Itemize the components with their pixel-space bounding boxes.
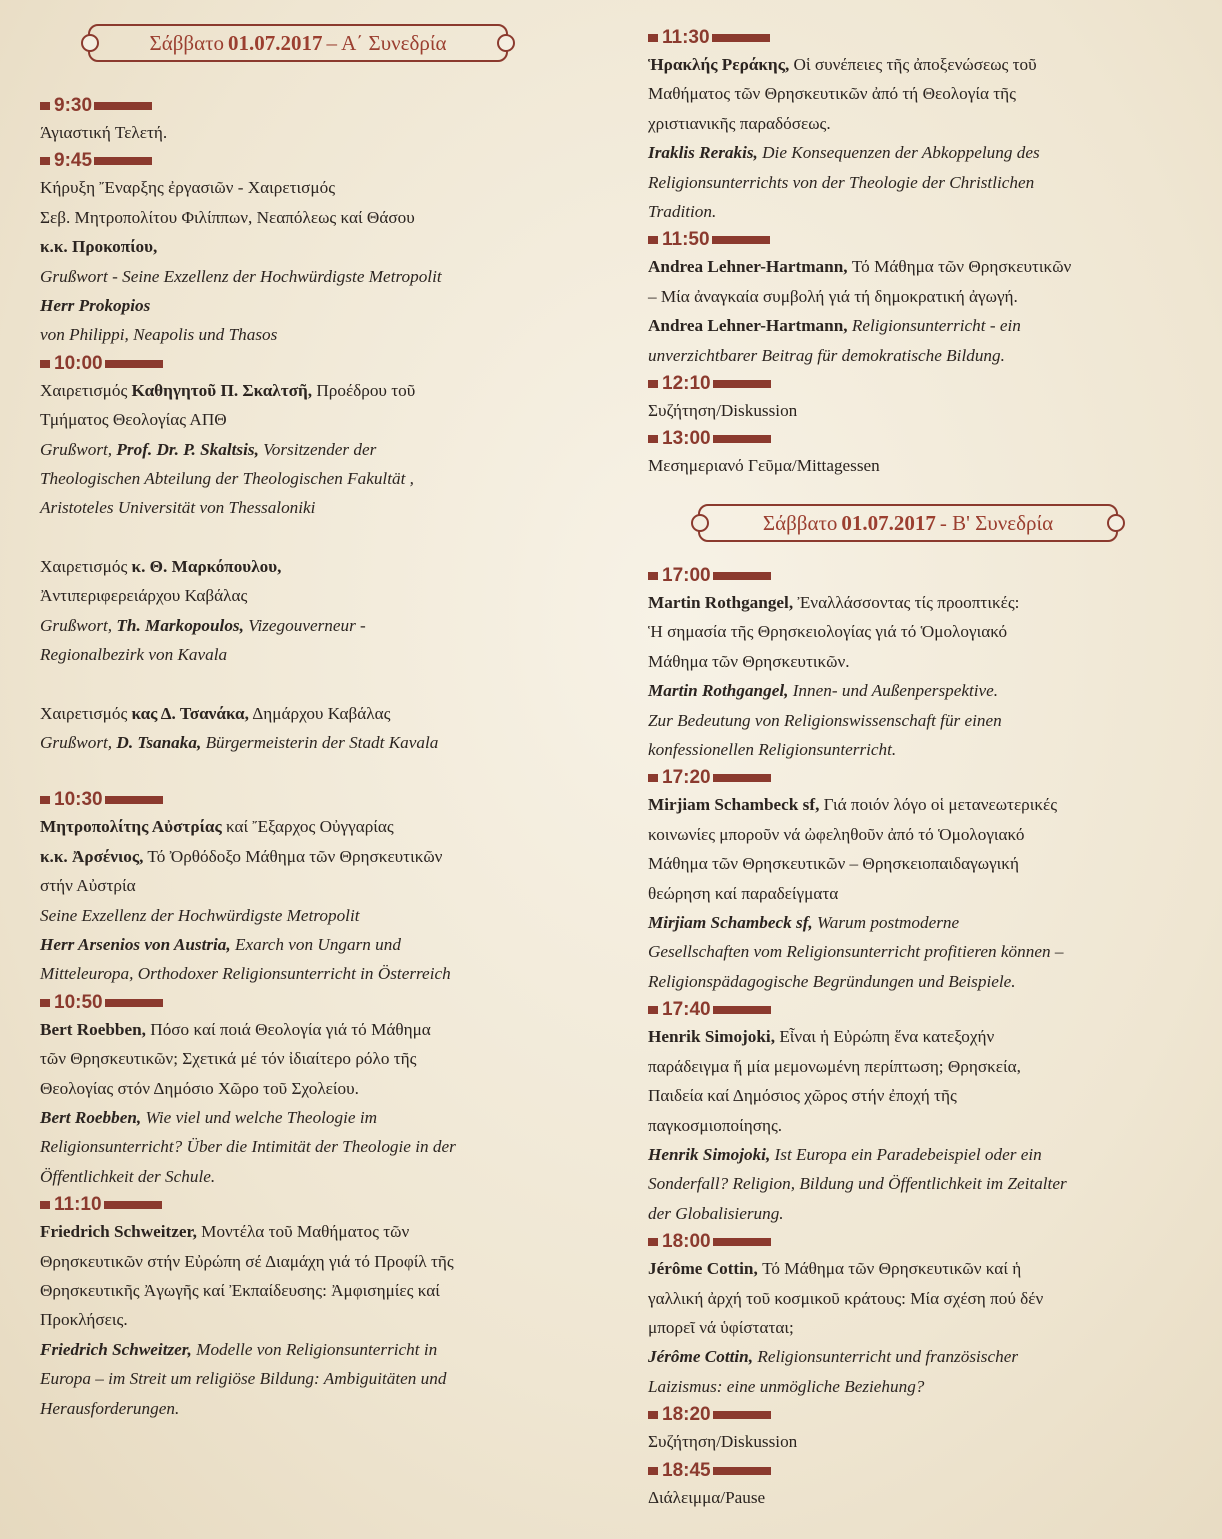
program-text: Modelle von Religionsunterricht in bbox=[191, 1339, 438, 1359]
program-line bbox=[648, 1313, 1208, 1342]
program-text: Συζήτηση/Diskussion bbox=[648, 401, 798, 421]
speaker-name: κ.κ. Προκοπίου, bbox=[40, 237, 158, 257]
program-text: Πόσο καί ποιά Θεολογία γιά τό Μάθημα bbox=[145, 1019, 431, 1039]
program-text: θεώρηση καί παραδείγματα bbox=[648, 883, 839, 903]
program-line bbox=[648, 50, 1208, 79]
program-text: Διάλειμμα/Pause bbox=[648, 1487, 766, 1507]
left-column bbox=[40, 92, 580, 1423]
time-rule bbox=[105, 796, 163, 804]
time-bullet bbox=[648, 435, 658, 443]
time-label: 11:10 bbox=[54, 1194, 102, 1216]
program-line bbox=[648, 967, 1208, 996]
speaker-name: Μητροπολίτης Αὐστρίας bbox=[40, 817, 222, 837]
right-column-top bbox=[648, 24, 1208, 481]
program-line bbox=[40, 1217, 580, 1246]
time-label: 18:45 bbox=[662, 1459, 711, 1481]
program-line bbox=[40, 173, 580, 202]
program-text: παράδειγμα ἤ μία μεμονωμένη περίπτωση; Θρησκεία, bbox=[648, 1056, 1021, 1076]
time-bullet bbox=[648, 236, 658, 244]
program-text: Χαιρετισμός bbox=[40, 380, 132, 400]
program-text: Χαιρετισμός bbox=[40, 703, 132, 723]
program-text: Warum postmoderne bbox=[812, 913, 960, 933]
program-text: Religionsunterricht - ein bbox=[847, 316, 1021, 336]
speaker-name: D. Tsanaka, bbox=[116, 732, 202, 752]
speaker-name: Herr Arsenios von Austria, bbox=[40, 934, 231, 954]
time-rule bbox=[713, 774, 771, 782]
program-line bbox=[648, 1169, 1208, 1198]
program-text: Wie viel und welche Theologie im bbox=[141, 1107, 378, 1127]
time-bullet bbox=[648, 1411, 658, 1419]
program-text: Συζήτηση/Diskussion bbox=[648, 1432, 798, 1452]
time-label: 9:45 bbox=[54, 150, 93, 172]
program-text: Vizegouverneur - bbox=[243, 615, 366, 635]
program-line bbox=[648, 1022, 1208, 1051]
time-bullet bbox=[648, 572, 658, 580]
program-text: Οἱ συνέπειες τῆς ἀποξενώσεως τοῦ bbox=[789, 55, 1037, 74]
time-rule bbox=[713, 1238, 771, 1246]
program-text: Aristoteles Universität von Thessaloniki bbox=[40, 498, 316, 518]
program-line bbox=[40, 1247, 580, 1276]
program-line bbox=[40, 1103, 580, 1132]
speaker-name: Mirjiam Schambeck sf, bbox=[648, 913, 813, 933]
session-a-header bbox=[88, 24, 508, 62]
program-line bbox=[648, 617, 1208, 646]
program-text: Innen- und Außenperspektive. bbox=[788, 681, 999, 701]
program-line bbox=[648, 1284, 1208, 1313]
program-text: Vorsitzender der bbox=[258, 439, 377, 459]
session-b-title: - Β' Συνεδρία bbox=[939, 510, 1054, 535]
time-rule bbox=[105, 999, 163, 1007]
speaker-name: Martin Rothgangel, bbox=[648, 593, 794, 612]
program-line bbox=[648, 879, 1208, 908]
speaker-name: Bert Roebben, bbox=[40, 1019, 146, 1039]
time-marker bbox=[648, 998, 1208, 1022]
program-line bbox=[648, 252, 1208, 281]
program-line bbox=[648, 1199, 1208, 1228]
session-b-header bbox=[698, 504, 1118, 542]
program-line bbox=[40, 1394, 580, 1423]
time-bullet bbox=[40, 796, 50, 804]
time-rule bbox=[713, 1006, 771, 1014]
spacer bbox=[40, 523, 580, 552]
program-text: Religionspädagogische Begründungen und Beispiele. bbox=[648, 971, 1016, 991]
speaker-name: Andrea Lehner-Hartmann, bbox=[648, 257, 848, 277]
time-bullet bbox=[648, 1467, 658, 1475]
program-line bbox=[40, 405, 580, 434]
program-text: Bürgermeisterin der Stadt Kavala bbox=[201, 732, 439, 752]
speaker-name: Herr Prokopios bbox=[40, 296, 151, 316]
program-text: Κήρυξη Ἔναρξης ἐργασιῶν - Χαιρετισμός bbox=[40, 178, 336, 198]
program-text: Προκλήσεις. bbox=[40, 1310, 128, 1330]
time-label: 17:20 bbox=[662, 767, 711, 789]
time-rule bbox=[104, 1201, 162, 1209]
speaker-name: Bert Roebben, bbox=[40, 1107, 142, 1127]
program-line bbox=[40, 1335, 580, 1364]
program-text: Θρησκευτικῆς Ἀγωγῆς καί Ἐκπαίδευσης: Ἀμφισημίες καί bbox=[40, 1281, 440, 1300]
program-text: Zur Bedeutung von Religionswissenschaft für einen bbox=[648, 710, 1002, 730]
program-line bbox=[648, 937, 1208, 966]
time-label: 10:00 bbox=[54, 352, 103, 374]
speaker-name: Prof. Dr. P. Skaltsis, bbox=[116, 439, 259, 459]
program-text: unverzichtbarer Beitrag für demokratische Bildung. bbox=[648, 345, 1005, 365]
time-bullet bbox=[648, 1238, 658, 1246]
speaker-name: Iraklis Rerakis, bbox=[648, 143, 758, 163]
program-line bbox=[40, 1044, 580, 1073]
program-text: Τμήματος Θεολογίας ΑΠΘ bbox=[40, 410, 227, 430]
program-text: Europa – im Streit um religiöse Bildung: Ambiguitäten und bbox=[40, 1369, 447, 1389]
program-line bbox=[648, 168, 1208, 197]
time-bullet bbox=[40, 157, 50, 165]
time-rule bbox=[94, 157, 152, 165]
program-line bbox=[40, 699, 580, 728]
program-text: στήν Αὐστρία bbox=[40, 876, 136, 896]
program-line bbox=[648, 820, 1208, 849]
program-text: Grußwort - Seine Exzellenz der Hochwürdigste Metropolit bbox=[40, 266, 442, 286]
program-line bbox=[40, 581, 580, 610]
time-rule bbox=[712, 236, 770, 244]
program-line bbox=[40, 812, 580, 841]
program-line bbox=[648, 1111, 1208, 1140]
program-text: Μεσημεριανό Γεῦμα/Mittagessen bbox=[648, 456, 880, 476]
program-line bbox=[40, 871, 580, 900]
program-line bbox=[648, 79, 1208, 108]
program-line bbox=[40, 320, 580, 349]
time-bullet bbox=[648, 380, 658, 388]
program-text: Τό Μάθημα τῶν Θρησκευτικῶν bbox=[847, 257, 1072, 277]
program-line bbox=[648, 1140, 1208, 1169]
speaker-name: Henrik Simojoki, bbox=[648, 1144, 771, 1164]
time-marker bbox=[40, 991, 580, 1015]
program-text: Μοντέλα τοῦ Μαθήματος τῶν bbox=[196, 1222, 410, 1242]
program-text: παγκοσμιοποίησης. bbox=[648, 1115, 783, 1135]
program-line bbox=[648, 396, 1208, 425]
program-text: Δημάρχου Καβάλας bbox=[248, 703, 391, 723]
speaker-name: Friedrich Schweitzer, bbox=[40, 1339, 192, 1359]
spacer bbox=[40, 757, 580, 786]
program-text: Μάθημα τῶν Θρησκευτικῶν – Θρησκειοπαιδαγωγική bbox=[648, 854, 1019, 874]
program-text: Sonderfall? Religion, Bildung und Öffentlichkeit im Zeitalter bbox=[648, 1174, 1067, 1194]
time-marker bbox=[648, 1230, 1208, 1254]
program-text: Θρησκευτικῶν στήν Εὐρώπη σέ Διαμάχη γιά τό Προφίλ τῆς bbox=[40, 1251, 454, 1271]
program-line bbox=[40, 959, 580, 988]
time-marker bbox=[648, 372, 1208, 396]
time-rule bbox=[713, 1467, 771, 1475]
time-label: 13:00 bbox=[662, 428, 711, 450]
program-text: Exarch von Ungarn und bbox=[230, 934, 401, 954]
program-text: – Μία ἀναγκαία συμβολή γιά τή δημοκρατική ἀγωγή. bbox=[648, 286, 1018, 306]
time-marker bbox=[40, 1193, 580, 1217]
program-text: Γιά ποιόν λόγο οἱ μετανεωτερικές bbox=[819, 795, 1058, 815]
time-label: 12:10 bbox=[662, 373, 711, 395]
program-text: μπορεῖ νά ὑφίσταται; bbox=[648, 1317, 794, 1337]
time-label: 18:00 bbox=[662, 1231, 711, 1253]
program-text: τῶν Θρησκευτικῶν; Σχετικά μέ τόν ἰδιαίτερο ρόλο τῆς bbox=[40, 1049, 417, 1069]
program-text: Herausforderungen. bbox=[40, 1398, 180, 1418]
program-text: καί Ἔξαρχος Οὐγγαρίας bbox=[221, 817, 394, 837]
speaker-name: Henrik Simojoki, bbox=[648, 1027, 776, 1047]
time-label: 17:40 bbox=[662, 999, 711, 1021]
program-text: Μαθήματος τῶν Θρησκευτικῶν ἀπό τή Θεολογία τῆς bbox=[648, 84, 1016, 104]
program-line bbox=[648, 588, 1208, 617]
program-line bbox=[40, 262, 580, 291]
program-text: Προέδρου τοῦ bbox=[312, 380, 416, 400]
program-line bbox=[40, 1132, 580, 1161]
time-label: 11:30 bbox=[662, 27, 710, 48]
time-marker bbox=[648, 564, 1208, 588]
time-marker bbox=[648, 427, 1208, 451]
program-line bbox=[648, 647, 1208, 676]
speaker-name: Ἡρακλής Ρεράκης, bbox=[648, 55, 790, 74]
program-line bbox=[648, 1372, 1208, 1401]
speaker-name: Jérôme Cottin, bbox=[648, 1347, 754, 1367]
time-label: 18:20 bbox=[662, 1404, 711, 1426]
time-rule bbox=[713, 380, 771, 388]
program-line bbox=[40, 464, 580, 493]
program-text: Άγιαστική Τελετή. bbox=[40, 123, 168, 142]
program-line bbox=[648, 1081, 1208, 1110]
program-line bbox=[40, 291, 580, 320]
program-line bbox=[40, 1074, 580, 1103]
program-line bbox=[40, 203, 580, 232]
session-a-day: Σάββατο bbox=[149, 30, 225, 55]
program-text: Παιδεία καί Δημόσιος χῶρος στήν ἐποχή τῆς bbox=[648, 1086, 957, 1106]
program-text: Grußwort, bbox=[40, 732, 117, 752]
time-rule bbox=[94, 102, 152, 110]
program-line bbox=[40, 640, 580, 669]
program-line bbox=[40, 728, 580, 757]
program-line bbox=[648, 311, 1208, 340]
time-marker bbox=[648, 228, 1208, 252]
program-text: von Philippi, Neapolis und Thasos bbox=[40, 325, 278, 345]
program-line bbox=[648, 1052, 1208, 1081]
program-line bbox=[648, 849, 1208, 878]
program-line bbox=[40, 493, 580, 522]
program-line bbox=[648, 282, 1208, 311]
program-text: Tradition. bbox=[648, 202, 717, 222]
spacer bbox=[40, 670, 580, 699]
program-text: Öffentlichkeit der Schule. bbox=[40, 1166, 216, 1186]
program-line bbox=[40, 435, 580, 464]
program-line bbox=[40, 611, 580, 640]
speaker-name: κας Δ. Τσανάκα, bbox=[131, 703, 249, 723]
program-line bbox=[40, 118, 580, 147]
program-line bbox=[40, 1305, 580, 1334]
time-label: 9:30 bbox=[54, 95, 93, 116]
program-text: Religionsunterrichts von der Theologie der Christlichen bbox=[648, 172, 1035, 192]
program-line bbox=[648, 341, 1208, 370]
program-line bbox=[40, 901, 580, 930]
program-text: γαλλική ἀρχή τοῦ κοσμικοῦ κράτους: Μία σχέση πού δέν bbox=[648, 1288, 1044, 1308]
session-b-date: 01.07.2017 bbox=[841, 510, 936, 535]
program-text: Seine Exzellenz der Hochwürdigste Metropolit bbox=[40, 905, 360, 925]
program-text: Regionalbezirk von Kavala bbox=[40, 645, 228, 665]
session-a-title: – Α΄ Συνεδρία bbox=[326, 30, 447, 55]
program-line bbox=[648, 1427, 1208, 1456]
time-label: 10:50 bbox=[54, 991, 103, 1013]
program-text: Ἐναλλάσσοντας τίς προοπτικές: bbox=[793, 593, 1020, 612]
time-marker bbox=[648, 1403, 1208, 1427]
time-marker bbox=[648, 766, 1208, 790]
program-text: Theologischen Abteilung der Theologischen Fakultät , bbox=[40, 469, 414, 489]
program-text: Religionsunterricht und französischer bbox=[753, 1347, 1019, 1367]
program-text: Χαιρετισμός bbox=[40, 556, 132, 576]
speaker-name: κ.κ. Ἀρσένιος, bbox=[40, 846, 144, 866]
program-line bbox=[40, 1276, 580, 1305]
program-line bbox=[40, 232, 580, 261]
time-rule bbox=[713, 572, 771, 580]
time-marker bbox=[40, 352, 580, 376]
speaker-name: Andrea Lehner-Hartmann, bbox=[648, 316, 848, 336]
program-text: Mitteleuropa, Orthodoxer Religionsunterricht in Österreich bbox=[40, 964, 451, 984]
speaker-name: Th. Markopoulos, bbox=[116, 615, 244, 635]
time-bullet bbox=[648, 1006, 658, 1014]
speaker-name: κ. Θ. Μαρκόπουλου, bbox=[131, 556, 282, 576]
program-line bbox=[648, 1342, 1208, 1371]
speaker-name: Καθηγητοῦ Π. Σκαλτσῆ, bbox=[131, 380, 313, 400]
time-rule bbox=[713, 435, 771, 443]
program-text: Τό Μάθημα τῶν Θρησκευτικῶν καί ἡ bbox=[757, 1259, 1022, 1279]
time-label: 11:50 bbox=[662, 229, 710, 251]
time-bullet bbox=[40, 102, 50, 110]
program-line bbox=[40, 376, 580, 405]
right-column-bottom bbox=[648, 562, 1208, 1512]
program-line bbox=[648, 109, 1208, 138]
session-a-date: 01.07.2017 bbox=[228, 30, 323, 55]
program-line bbox=[648, 706, 1208, 735]
program-line bbox=[40, 930, 580, 959]
speaker-name: Mirjiam Schambeck sf, bbox=[648, 795, 820, 815]
time-marker bbox=[40, 149, 580, 173]
program-text: Grußwort, bbox=[40, 439, 117, 459]
time-label: 10:30 bbox=[54, 789, 103, 811]
program-text: Die Konsequenzen der Abkoppelung des bbox=[757, 143, 1040, 163]
program-text: Laizismus: eine unmögliche Beziehung? bbox=[648, 1376, 925, 1396]
program-text: der Globalisierung. bbox=[648, 1203, 784, 1223]
time-bullet bbox=[40, 999, 50, 1007]
program-line bbox=[40, 1162, 580, 1191]
program-line bbox=[648, 908, 1208, 937]
time-marker bbox=[648, 1459, 1208, 1483]
program-text: Τό Ὀρθόδοξο Μάθημα τῶν Θρησκευτικῶν bbox=[143, 846, 443, 866]
time-label: 17:00 bbox=[662, 565, 711, 586]
program-text: Ἀντιπεριφερειάρχου Καβάλας bbox=[40, 586, 248, 606]
time-rule bbox=[105, 360, 163, 368]
program-line bbox=[648, 1254, 1208, 1283]
program-line bbox=[648, 138, 1208, 167]
program-line bbox=[648, 1483, 1208, 1512]
time-bullet bbox=[648, 34, 658, 42]
time-marker bbox=[648, 26, 1208, 50]
speaker-name: Friedrich Schweitzer, bbox=[40, 1222, 197, 1242]
program-line bbox=[40, 1015, 580, 1044]
program-line bbox=[40, 552, 580, 581]
speaker-name: Martin Rothgangel, bbox=[648, 681, 789, 701]
program-line bbox=[648, 451, 1208, 480]
time-rule bbox=[713, 1411, 771, 1419]
program-text: χριστιανικῆς παραδόσεως. bbox=[648, 113, 831, 133]
program-text: Σεβ. Μητροπολίτου Φιλίππων, Νεαπόλεως καί Θάσου bbox=[40, 207, 415, 227]
program-line bbox=[648, 676, 1208, 705]
program-text: κοινωνίες μποροῦν νά ὠφεληθοῦν ἀπό τό Ὁμολογιακό bbox=[648, 824, 1025, 844]
program-text: Θεολογίας στόν Δημόσιο Χῶρο τοῦ Σχολείου. bbox=[40, 1078, 359, 1098]
program-line bbox=[648, 790, 1208, 819]
program-text: konfessionellen Religionsunterricht. bbox=[648, 740, 897, 760]
time-bullet bbox=[648, 774, 658, 782]
program-text: Εἶναι ἡ Εὐρώπη ἕνα κατεξοχήν bbox=[775, 1027, 995, 1047]
program-line bbox=[40, 842, 580, 871]
program-line bbox=[40, 1364, 580, 1393]
program-text: Religionsunterricht? Über die Intimität der Theologie in der bbox=[40, 1137, 456, 1157]
time-rule bbox=[712, 34, 770, 42]
session-b-day: Σάββατο bbox=[762, 510, 838, 535]
program-text: Ἡ σημασία τῆς Θρησκειολογίας γιά τό Ὁμολογιακό bbox=[648, 622, 1008, 642]
time-bullet bbox=[40, 360, 50, 368]
speaker-name: Jérôme Cottin, bbox=[648, 1259, 758, 1279]
program-line bbox=[648, 735, 1208, 764]
program-text: Μάθημα τῶν Θρησκευτικῶν. bbox=[648, 651, 850, 671]
program-text: Gesellschaften vom Religionsunterricht profitieren können – bbox=[648, 942, 1064, 962]
time-marker bbox=[40, 788, 580, 812]
time-bullet bbox=[40, 1201, 50, 1209]
program-line bbox=[648, 197, 1208, 226]
program-text: Grußwort, bbox=[40, 615, 117, 635]
program-text: Ist Europa ein Paradebeispiel oder ein bbox=[770, 1144, 1042, 1164]
time-marker bbox=[40, 94, 580, 118]
